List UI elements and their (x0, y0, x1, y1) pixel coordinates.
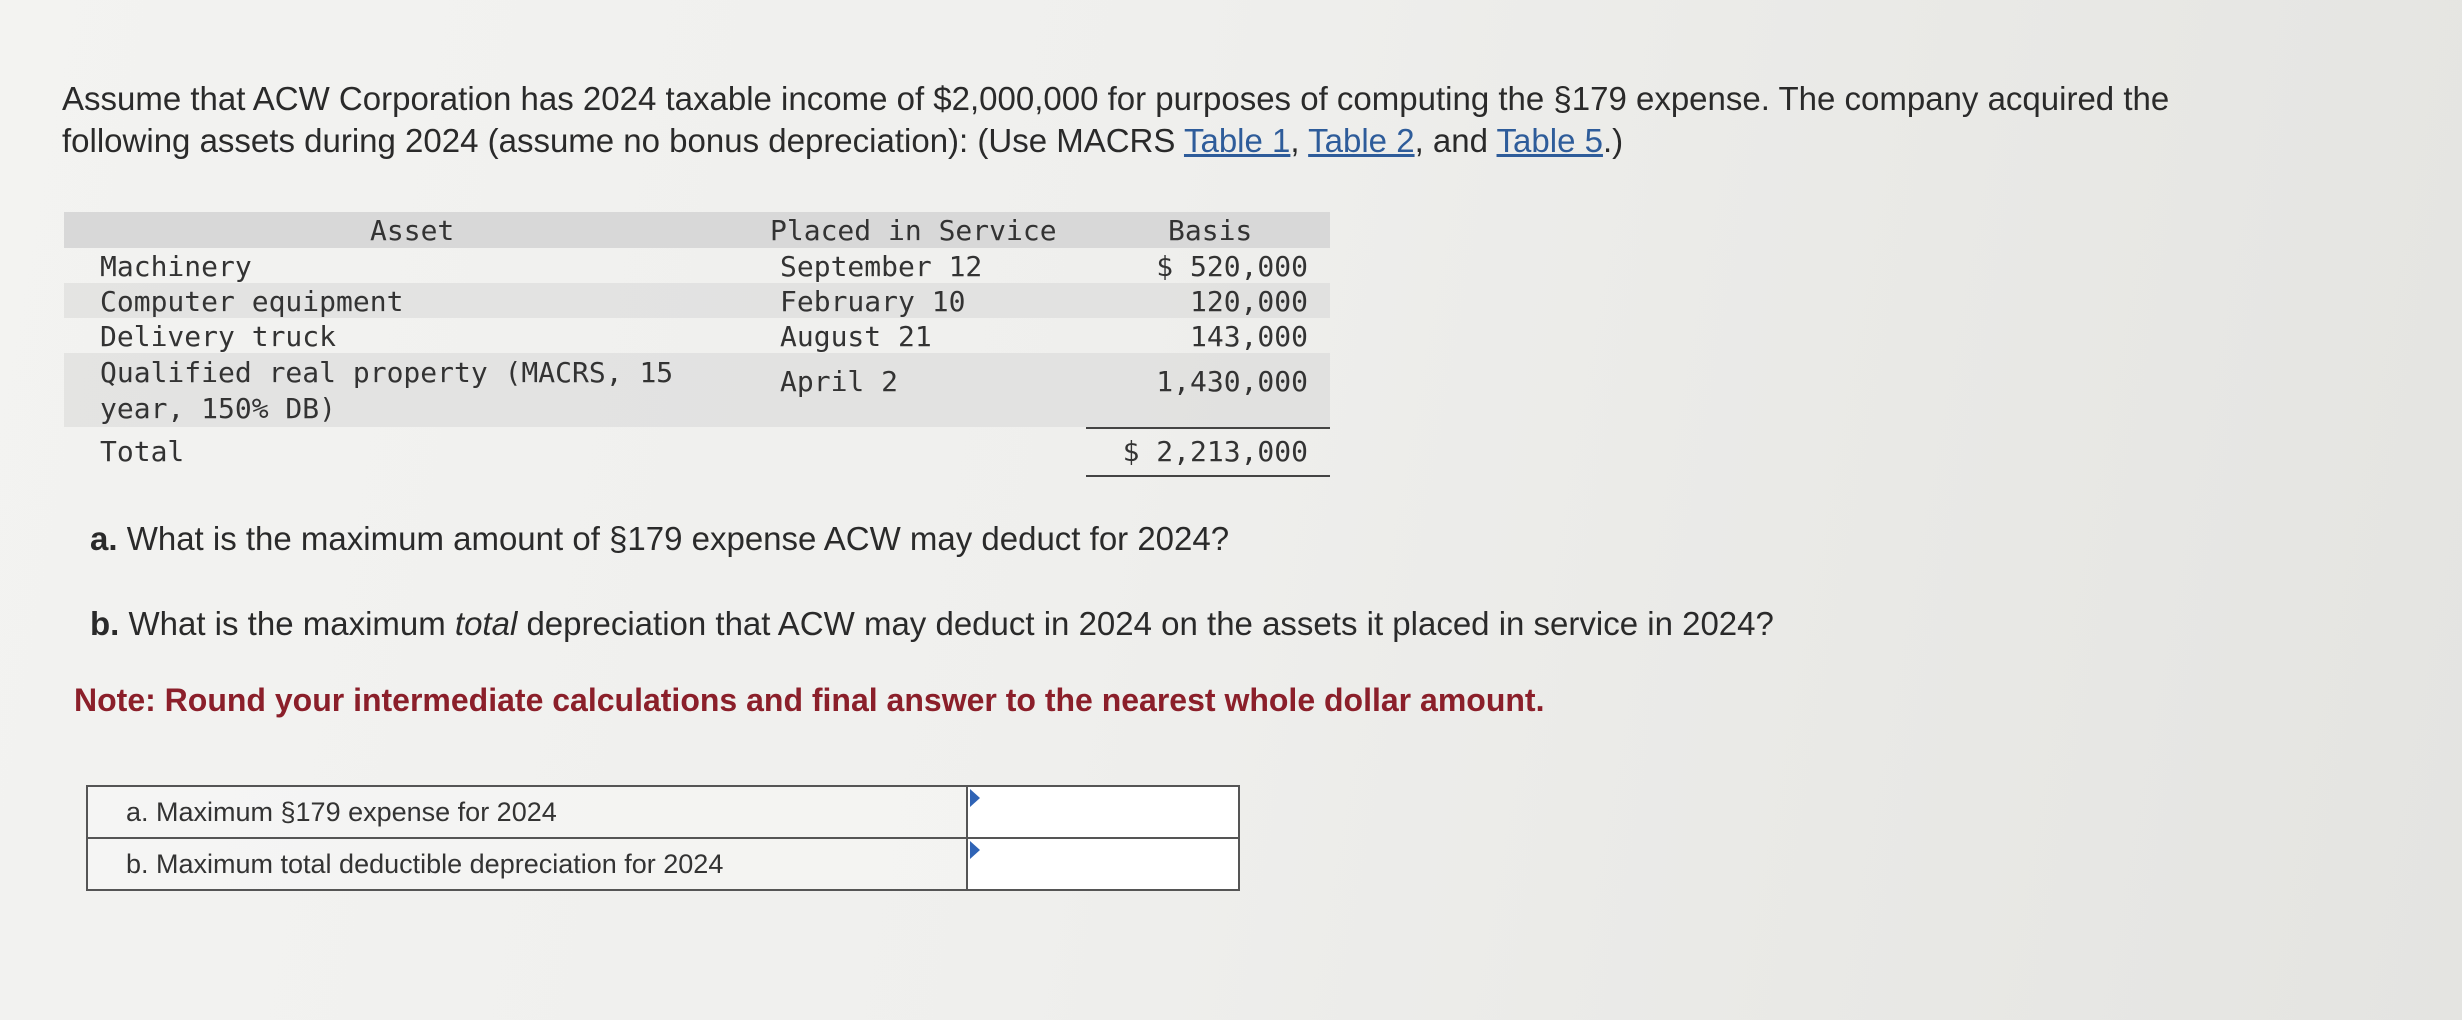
question-b-prefix: b. (90, 605, 120, 642)
header-asset: Asset (370, 214, 455, 247)
answer-input-b[interactable] (968, 838, 1242, 890)
asset-date: April 2 (780, 365, 899, 398)
answer-cell-b[interactable] (967, 838, 1239, 890)
total-value: $ 2,213,000 (1122, 435, 1308, 468)
asset-name: Delivery truck (100, 320, 337, 353)
problem-intro (62, 78, 2242, 162)
answer-table (86, 785, 1240, 891)
asset-date: February 10 (780, 285, 966, 318)
table-1-link[interactable]: Table 1 (1183, 122, 1291, 159)
table-row (64, 353, 1330, 427)
table-row (87, 838, 1239, 890)
intro-separator-1: , (1290, 122, 1309, 159)
asset-date: September 12 (780, 250, 983, 283)
answer-input-a[interactable] (968, 786, 1242, 838)
header-placed-in-service: Placed in Service (770, 214, 1057, 247)
asset-basis: 120,000 (1189, 285, 1308, 318)
asset-basis: $ 520,000 (1156, 250, 1308, 283)
question-b-text: What is the maximum (119, 605, 455, 642)
answer-cell-a[interactable] (967, 786, 1239, 838)
question-b-emphasis: total (454, 605, 518, 642)
question-b-text-end: depreciation that ACW may deduct in 2024 on the assets it placed in service in 2024? (517, 605, 1774, 642)
intro-text: Assume that ACW Corporation has 2024 taxable income of $2,000,000 for purposes of computing the §179 expense. The company acquired the following assets during 2024 (assume no bonus depreciation): (Use MACRS (62, 80, 2170, 159)
total-label: Total (100, 435, 185, 468)
header-basis: Basis (1168, 214, 1253, 247)
table-row (64, 248, 1330, 283)
question-a-text: What is the maximum amount of §179 expense ACW may deduct for 2024? (117, 520, 1230, 557)
answer-label-b: b. Maximum total deductible depreciation for 2024 (87, 838, 967, 890)
table-2-link[interactable]: Table 2 (1308, 122, 1415, 159)
table-row (64, 283, 1330, 318)
intro-separator-2: , and (1414, 122, 1497, 159)
asset-basis: 1,430,000 (1156, 365, 1308, 398)
table-5-link[interactable]: Table 5 (1496, 122, 1603, 159)
question-a (90, 520, 1229, 558)
total-row (64, 427, 1330, 477)
question-b (90, 605, 1774, 643)
asset-date: August 21 (780, 320, 932, 353)
asset-table (64, 212, 1330, 477)
table-row (64, 318, 1330, 353)
asset-name: Machinery (100, 250, 252, 283)
rounding-note: Note: Round your intermediate calculations and final answer to the nearest whole dollar amount. (74, 682, 1545, 718)
answer-label-a: a. Maximum §179 expense for 2024 (87, 786, 967, 838)
asset-name: Computer equipment (100, 285, 404, 318)
total-rule (1086, 475, 1330, 477)
question-a-prefix: a. (90, 520, 118, 557)
intro-text-end: .) (1602, 122, 1624, 159)
subtotal-rule (1086, 427, 1330, 429)
asset-name: Qualified real property (MACRS, 15 year, 150% DB) (100, 356, 674, 425)
asset-table-header (64, 212, 1330, 248)
table-row (87, 786, 1239, 838)
asset-basis: 143,000 (1189, 320, 1308, 353)
